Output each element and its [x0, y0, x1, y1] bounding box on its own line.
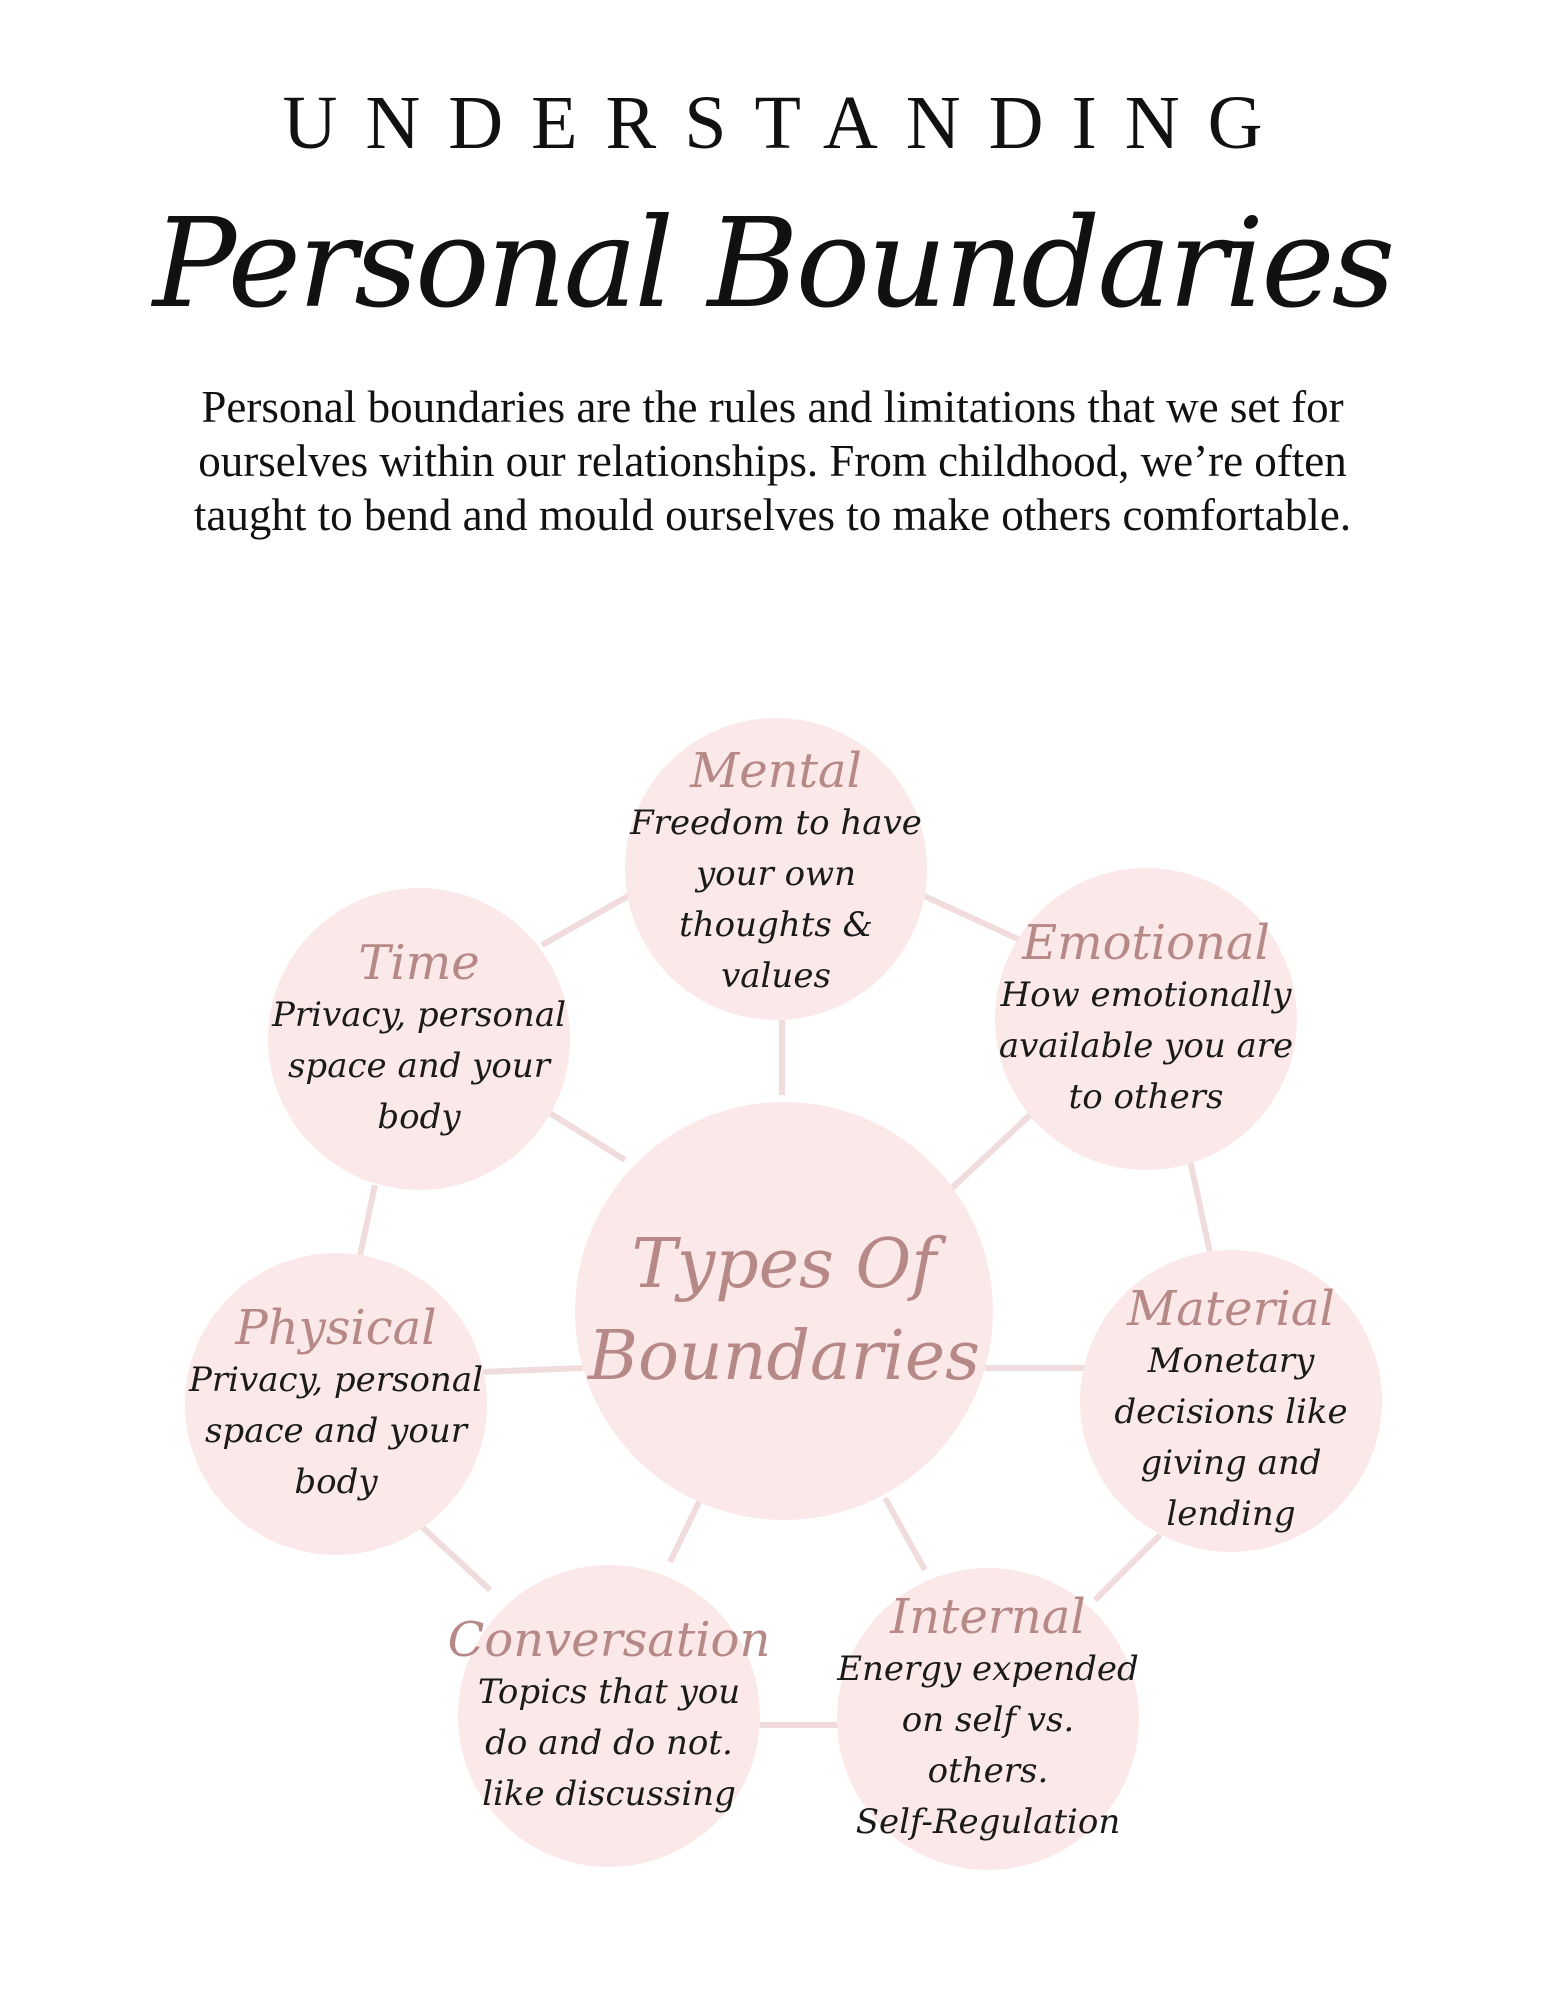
node-title: Emotional [1022, 914, 1270, 971]
spoke-emotional [950, 1115, 1030, 1190]
node-desc-line: on self vs. others. [901, 1700, 1075, 1791]
node-desc-line: Privacy, personal [272, 994, 566, 1035]
center-title-line2: Boundaries [588, 1317, 980, 1396]
node-mental [625, 718, 927, 1020]
node-internal [837, 1568, 1139, 1870]
node-title: Internal [890, 1589, 1086, 1645]
spoke-physical [480, 1368, 583, 1372]
ring-line-physical-time [360, 1185, 375, 1255]
node-desc-line: Self-Regulation [855, 1802, 1121, 1842]
node-desc-line: to others [1068, 1076, 1224, 1117]
node-desc-line: body [377, 1096, 461, 1137]
node-desc-line: lending [1166, 1494, 1296, 1534]
center-title-line1: Types Of [631, 1225, 937, 1304]
node-title: Physical [235, 1299, 437, 1356]
node-desc-line: Privacy, personal [189, 1359, 483, 1400]
node-desc-line: Energy expended [837, 1649, 1139, 1689]
node-title: Conversation [447, 1611, 771, 1668]
intro-paragraph: Personal boundaries are the rules and limitations that we set for ourselves within our relationships. From childhood, we’re often taught to bend and mould ourselves to make others comfortable. [193, 382, 1352, 540]
node-desc-line: decisions like [1114, 1392, 1348, 1432]
node-material [1080, 1250, 1382, 1552]
node-desc-line: values [721, 956, 831, 996]
node-conversation [447, 1565, 771, 1867]
node-title: Time [358, 934, 480, 991]
ring-line-material-internal [1095, 1535, 1160, 1600]
node-desc-line: How emotionally [1000, 974, 1292, 1015]
node-title: Mental [690, 743, 862, 799]
center-node [575, 1102, 993, 1520]
node-desc-line: your own [695, 854, 857, 894]
node-time [268, 888, 570, 1190]
node-desc-line: Freedom to have [630, 803, 922, 843]
node-desc-line: giving and [1140, 1443, 1322, 1483]
ring-line-conversation-physical [420, 1525, 490, 1590]
node-title: Material [1127, 1281, 1335, 1337]
node-emotional [995, 868, 1297, 1170]
ring-line-emotional-material [1190, 1160, 1212, 1262]
node-desc-line: space and your [287, 1045, 551, 1086]
page-title: Personal Boundaries [152, 192, 1393, 336]
spoke-time [545, 1110, 625, 1160]
node-desc-line: space and your [204, 1410, 468, 1451]
ring-line-time-mental [542, 895, 630, 945]
spoke-internal [885, 1498, 925, 1570]
node-desc-line: Topics that you [477, 1671, 741, 1712]
node-desc-line: like discussing [482, 1773, 736, 1814]
node-desc-line: Monetary [1147, 1341, 1315, 1381]
ring-line-mental-emotional [922, 895, 1020, 940]
node-desc-line: available you are [998, 1025, 1294, 1066]
spoke-conversation [670, 1500, 700, 1562]
heading: UNDERSTANDING [282, 81, 1291, 165]
node-physical [185, 1253, 487, 1555]
node-desc-line: do and do not. [485, 1722, 733, 1763]
node-desc-line: thoughts & [679, 905, 873, 945]
node-desc-line: body [294, 1461, 378, 1502]
